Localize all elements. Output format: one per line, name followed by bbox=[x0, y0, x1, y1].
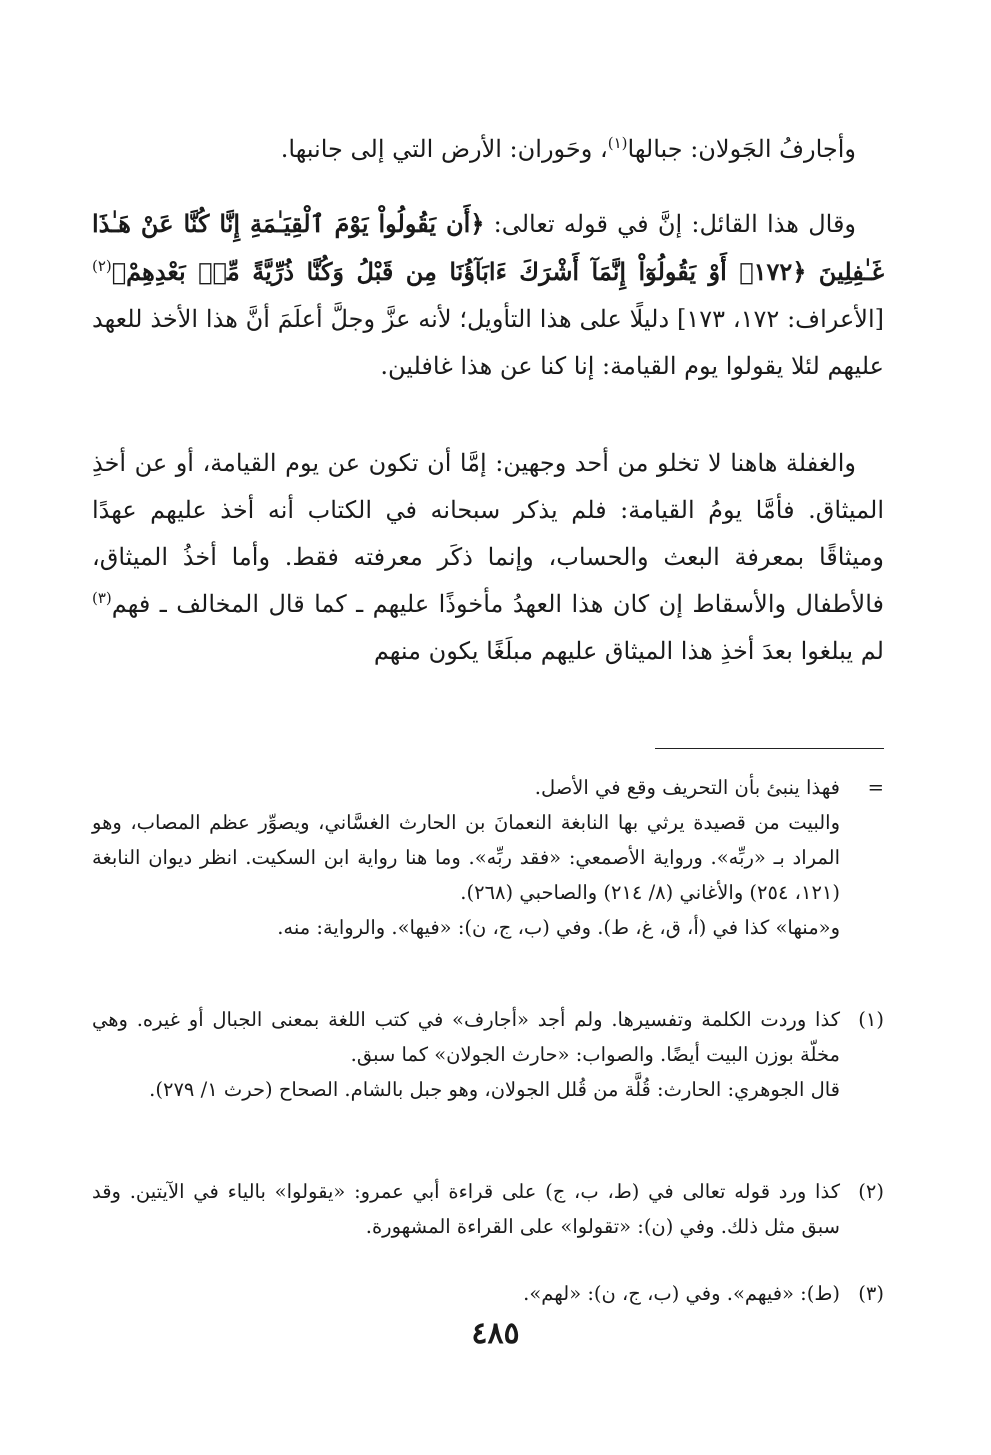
paragraph-2-text-b: [الأعراف: ١٧٢، ١٧٣] دليلًا على هذا التأويل؛ لأنه عزَّ وجلَّ أعلَمَ أنَّ هذا الأخذ للعهد عليهم لئلا يقولوا يوم القيامة: إنا كنا عن هذا غافلين. bbox=[92, 305, 885, 380]
footnote-line: والبيت من قصيدة يرثي بها النابغة النعمانَ بن الحارث الغسَّاني، ويصوِّر عظم المصاب، وهو المراد بـ «ربِّه». ورواية الأصمعي: «فقد ربِّه». وما هنا رواية ابن السكيت. انظر ديوان النابغة (١٢١، ٢٥٤) والأغاني (٨/ ٢١٤) والصاحبي (٢٦٨). bbox=[92, 811, 840, 904]
paragraph-1-text-a: وأجارفُ الجَولان: جبالها bbox=[627, 135, 856, 163]
paragraph-3 bbox=[92, 440, 884, 675]
footnote-2-marker: (٢) bbox=[858, 1180, 884, 1203]
paragraph-3-text-a: والغفلة هاهنا لا تخلو من أحد وجهين: إمَّا أن تكون عن يوم القيامة، أو عن أخذِ الميثاق. فأمَّا يومُ القيامة: فلم يذكر سبحانه في الكتاب أنه أخذ عليهم عهدًا وميثاقًا بمعرفة البعث والحساب، وإنما ذكَر معرفته فقط. وأما أخذُ الميثاق، فالأطفال والأسقاط إن كان هذا العهدُ مأخوذًا عليهم ـ كما قال المخالف ـ فهم bbox=[92, 449, 884, 618]
quran-verse: ﴿أَن يَقُولُواْ يَوْمَ ٱلْقِيَـٰمَةِ إِنَّا كُنَّا عَنْ هَـٰذَا غَـٰفِلِينَ ﴿١٧٢﴾ أَوْ يَقُولُوٓاْ إِنَّمَآ أَشْرَكَ ءَابَآؤُنَا مِن قَبْلُ وَكُنَّا ذُرِّيَّةً مِّنۢ بَعْدِهِمْ﴾ bbox=[92, 209, 884, 286]
footnote-3 bbox=[92, 1276, 884, 1311]
footnote-line: كذا ورد قوله تعالى في (ط، ب، ج) على قراءة أبي عمرو: «يقولوا» بالياء في الآيتين. وقد سبق مثل ذلك. وفي (ن): «تقولوا» على القراءة المشهورة. bbox=[92, 1180, 840, 1238]
footnote-1-marker: (١) bbox=[858, 1008, 884, 1031]
footnote-continuation-marker: = bbox=[867, 776, 884, 799]
footnote-ref-3[interactable]: (٣) bbox=[92, 589, 112, 607]
footnote-1 bbox=[92, 1002, 884, 1107]
paragraph-2 bbox=[92, 200, 884, 390]
footnote-2 bbox=[92, 1174, 884, 1244]
footnote-continuation bbox=[92, 770, 884, 945]
footnote-ref-2[interactable]: (٢) bbox=[92, 257, 112, 275]
paragraph-3-text-b: لم يبلغوا بعدَ أخذِ هذا الميثاق عليهم مبلَغًا يكون منهم bbox=[373, 637, 884, 665]
paragraph-2-text-a: وقال هذا القائل: إنَّ في قوله تعالى: bbox=[484, 210, 857, 238]
footnote-3-marker: (٣) bbox=[858, 1282, 884, 1305]
page-number: ٤٨٥ bbox=[471, 1316, 520, 1351]
paragraph-1 bbox=[92, 126, 884, 173]
footnote-separator bbox=[655, 748, 884, 749]
footnote-line: و«منها» كذا في (أ، ق، غ، ط). وفي (ب، ج، ن): «فيها». والرواية: منه. bbox=[277, 916, 840, 939]
footnote-line: كذا وردت الكلمة وتفسيرها. ولم أجد «أجارف» في كتب اللغة بمعنى الجبال أو غيره. وهي مخلّة بوزن البيت أيضًا. والصواب: «حارث الجولان» كما سبق. bbox=[92, 1008, 840, 1066]
footnote-ref-1[interactable]: (١) bbox=[607, 134, 628, 152]
footnote-line: قال الجوهري: الحارث: قُلَّة من قُلل الجولان، وهو جبل بالشام. الصحاح (حرث ١/ ٢٧٩). bbox=[149, 1078, 840, 1101]
footnote-line: فهذا ينبئ بأن التحريف وقع في الأصل. bbox=[534, 776, 840, 799]
footnote-line: (ط): «فيهم». وفي (ب، ج، ن): «لهم». bbox=[523, 1282, 840, 1305]
paragraph-1-text-b: ، وحَوران: الأرض التي إلى جانبها. bbox=[280, 135, 608, 163]
